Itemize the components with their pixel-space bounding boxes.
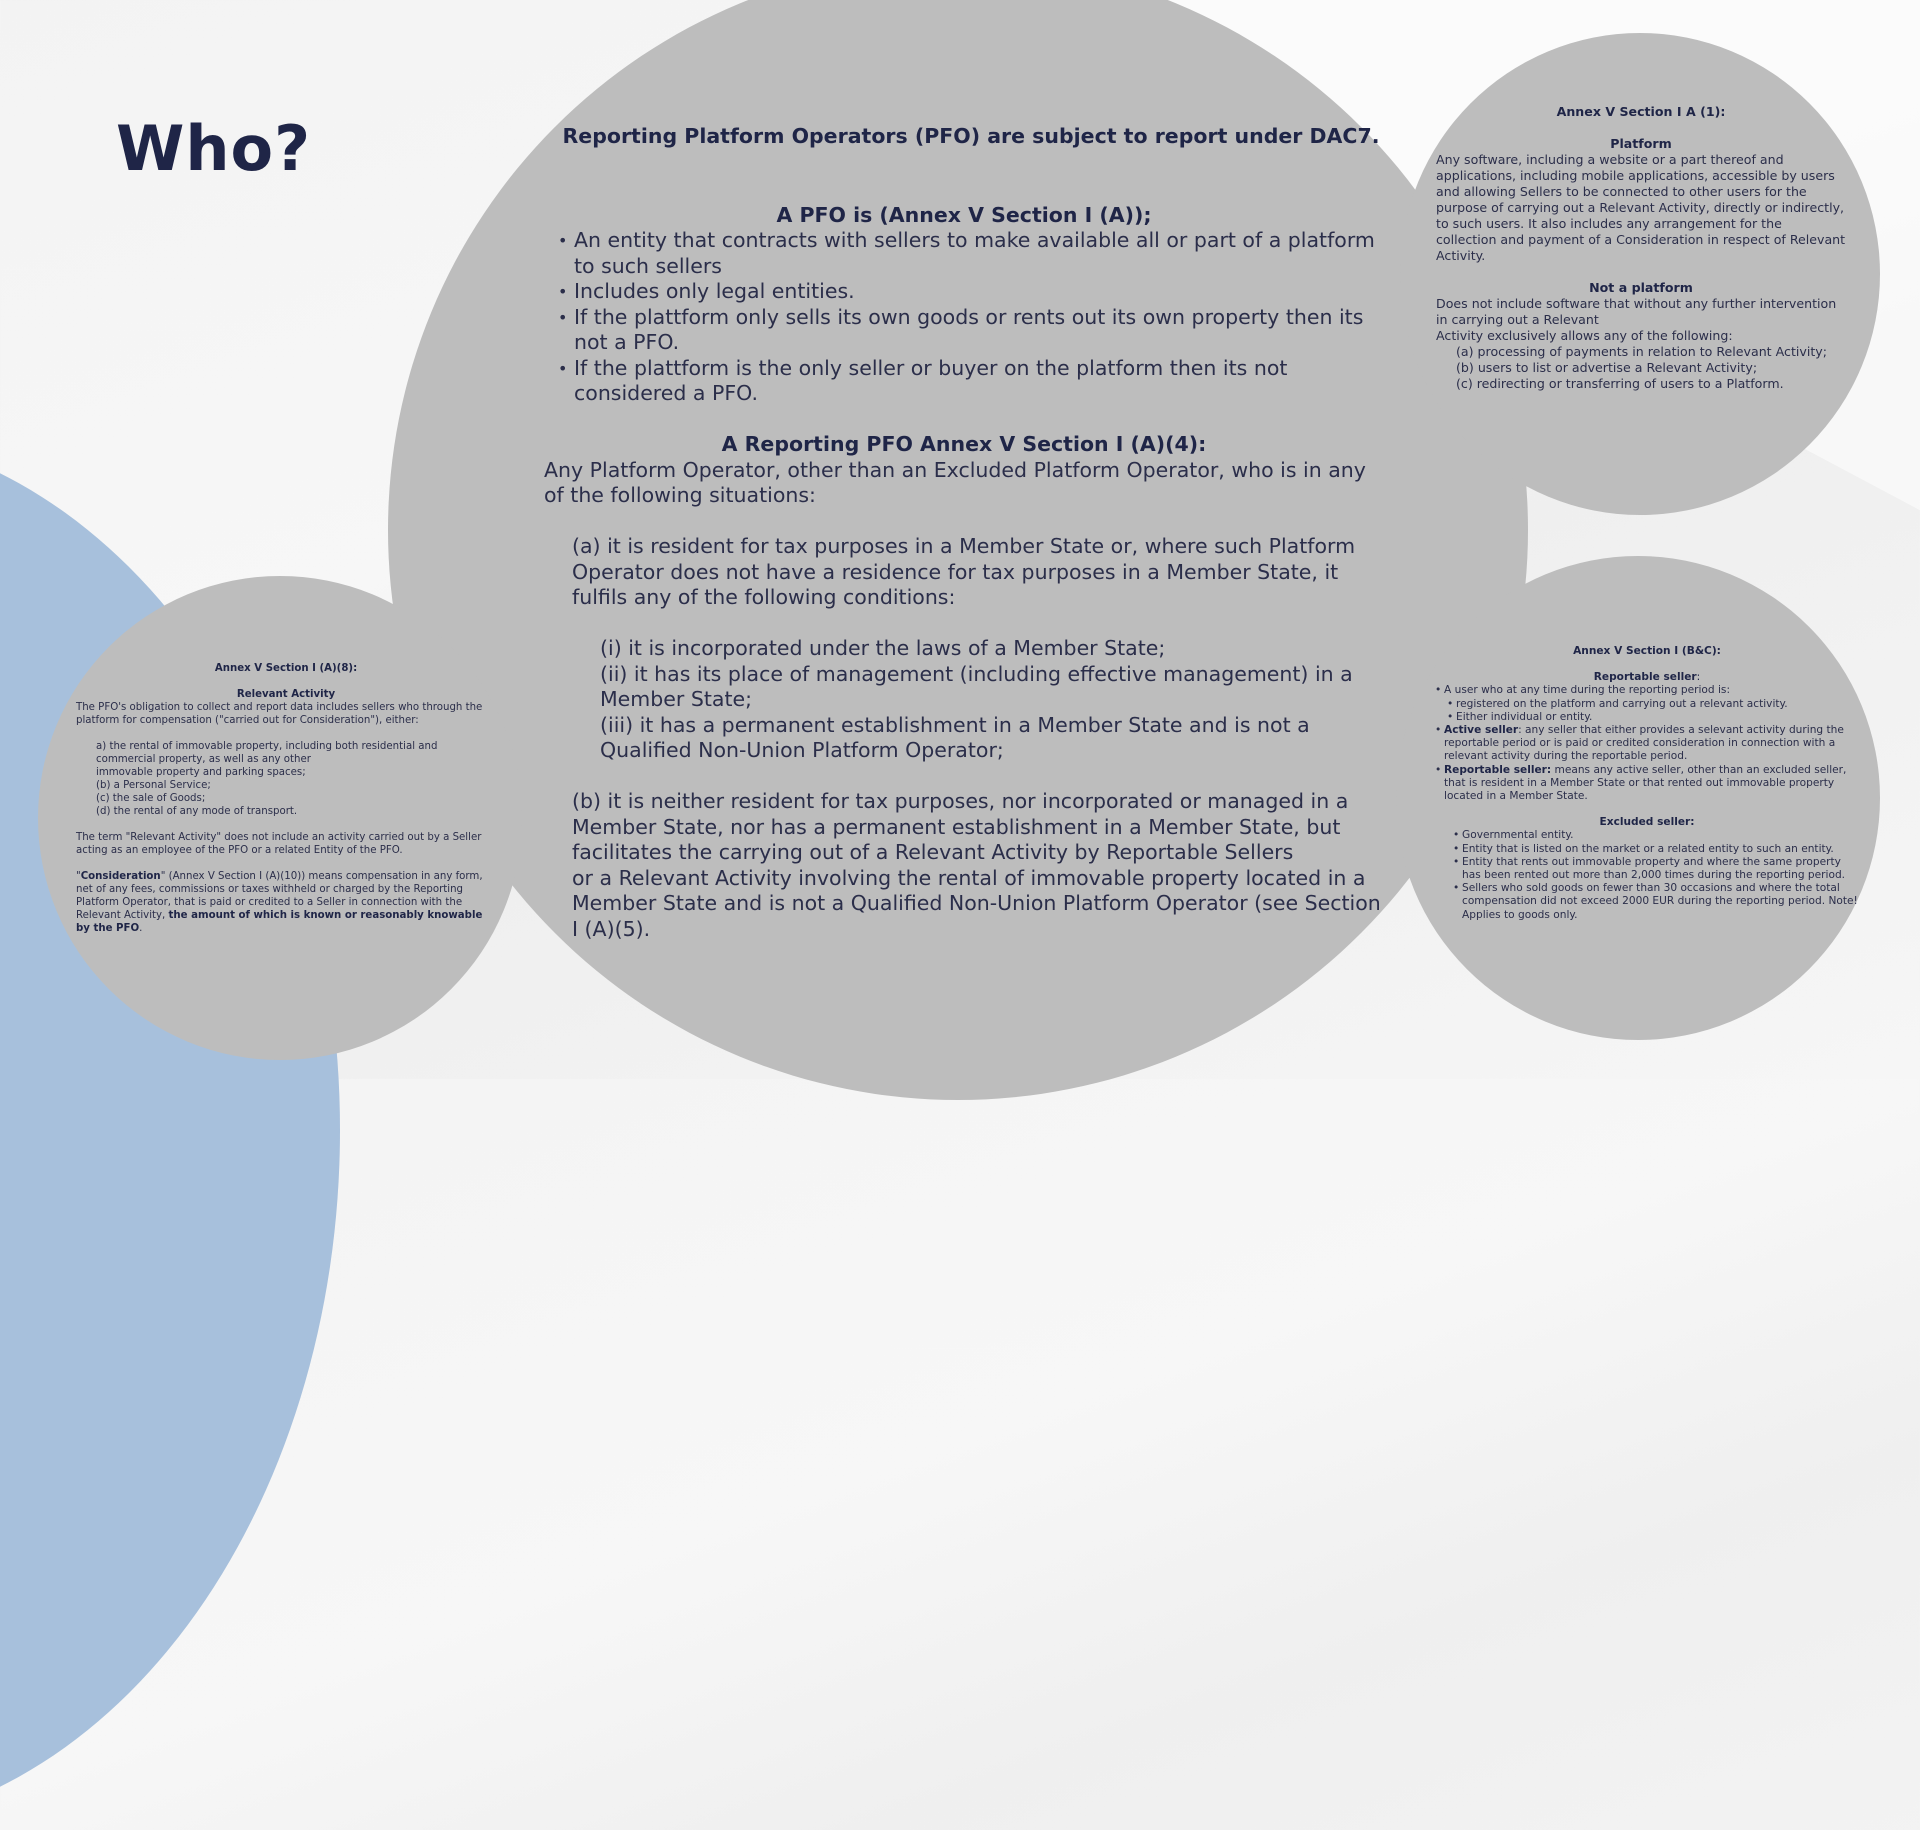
user-sub-list	[1444, 698, 1862, 724]
pfo-bullet: • If the plattform is the only seller or buyer on the platform then its not considered a PFO.	[574, 356, 1384, 407]
seller-bullet	[1444, 764, 1862, 804]
relevant-activity-item: (b) a Personal Service;	[96, 780, 211, 791]
slide-title: Who?	[116, 112, 312, 185]
seller-bullet	[1444, 724, 1862, 764]
excluded-seller-item: • Governmental entity.	[1462, 829, 1862, 842]
relevant-activity-item: (d) the rental of any mode of transport.	[96, 806, 298, 817]
user-sub-bullet: • Either individual or entity.	[1456, 711, 1862, 724]
quote-mark: "	[76, 871, 81, 882]
platform-definition-content	[1436, 104, 1846, 392]
pfo-definition-heading: A PFO is (Annex V Section I (A));	[776, 202, 1152, 227]
reporting-pfo-heading: A Reporting PFO Annex V Section I (A)(4):	[721, 432, 1207, 456]
main-circle-content	[544, 124, 1384, 942]
not-platform-item: (b) users to list or advertise a Relevant Activity;	[1456, 360, 1758, 375]
platform-section-heading: Annex V Section I A (1):	[1556, 104, 1726, 119]
main-lead-heading: Reporting Platform Operators (PFO) are subject to report under DAC7.	[562, 124, 1380, 148]
condition-a-item: (ii) it has its place of management (including effective management) in a Member State;	[600, 661, 1353, 711]
pfo-bullet: • If the plattform only sells its own goods or rents out its own property then its not a PFO.	[574, 305, 1384, 356]
condition-b: (b) it is neither resident for tax purposes, nor incorporated or managed in a Member State, nor has a permanent establishment in a Member State, but facilitates the carrying out of a Relevant Activity by Reportable Sellers	[572, 789, 1349, 864]
condition-a: (a) it is resident for tax purposes in a Member State or, where such Platform Operator does not have a residence for tax purposes in a Member State, it fulfils any of the following conditions:	[572, 534, 1356, 609]
reportable-seller-heading-text: Reportable seller	[1593, 671, 1697, 684]
not-platform-heading: Not a platform	[1589, 280, 1693, 295]
relevant-activity-item: a) the rental of immovable property, including both residential and commercial property, as well as any other	[96, 741, 438, 765]
excluded-seller-item: • Entity that is listed on the market or a related entity to such an entity.	[1462, 843, 1862, 856]
seller-section-heading: Annex V Section I (B&C):	[1573, 645, 1721, 657]
not-platform-text: Does not include software that without any further intervention in carrying out a Relevant	[1436, 296, 1837, 327]
not-platform-text: Activity exclusively allows any of the following:	[1436, 328, 1733, 343]
active-seller-text: : any seller that either provides a selevant activity during the reportable period or is paid or credited consideration in connection with a relevant activity during the reportable period.	[1444, 724, 1844, 763]
reportable-seller-label: Reportable seller:	[1444, 763, 1552, 776]
platform-heading: Platform	[1610, 136, 1672, 151]
relevant-activity-intro: The PFO's obligation to collect and report data includes sellers who through the platform for compensation ("carried out for Consideration"), either:	[76, 702, 483, 726]
consideration-label: Consideration	[80, 871, 161, 882]
platform-text: Any software, including a website or a part thereof and applications, including mobile applications, accessible by users and allowing Sellers to be connected to other users for the purpose of carrying out a Relevant Activity, directly or indirectly, to such users. It also includes any arrangement for the collection and payment of a Consideration in respect of Relevant Activity.	[1436, 152, 1846, 263]
reportable-seller-content	[1432, 645, 1862, 922]
relevant-activity-exclusion: The term "Relevant Activity" does not include an activity carried out by a Seller acting as an employee of the PFO or a related Entity of the PFO.	[76, 832, 482, 856]
active-seller-label: Active seller	[1444, 724, 1519, 737]
relevant-activity-heading: Relevant Activity	[236, 689, 336, 700]
consideration-text: " (Annex V Section I (A)(10)) means compensation in any form, net of any fees, commissions or taxes withheld or charged by the Reporting Platform Operator, that is paid or credited to a Seller in connection with the Relevant Activity,	[76, 871, 483, 921]
consideration-definition	[76, 870, 496, 935]
heading-suffix: :	[1696, 671, 1701, 684]
pfo-bullet: • An entity that contracts with sellers to make available all or part of a platform to such sellers	[574, 228, 1384, 279]
reporting-pfo-intro: Any Platform Operator, other than an Excluded Platform Operator, who is in any of the following situations:	[544, 457, 1366, 507]
condition-b-continued: or a Relevant Activity involving the rental of immovable property located in a Member State and is not a Qualified Non-Union Platform Operator (see Section I (A)(5).	[572, 865, 1381, 941]
relevant-activity-item: immovable property and parking spaces;	[96, 767, 306, 778]
excluded-seller-item: • Entity that rents out immovable property and where the same property has been rented out more than 2,000 times during the reporting period.	[1462, 856, 1862, 882]
excluded-seller-item: • Sellers who sold goods on fewer than 30 occasions and where the total compensation did not exceed 2000 EUR during the reporting period. Note! Applies to goods only.	[1462, 882, 1862, 922]
pfo-definition-list	[544, 228, 1384, 407]
excluded-seller-heading: Excluded seller:	[1599, 816, 1695, 829]
seller-definition-list	[1432, 684, 1862, 803]
consideration-end: .	[139, 923, 143, 934]
relevant-activity-item: (c) the sale of Goods;	[96, 793, 206, 804]
relevant-activity-content	[76, 662, 496, 935]
condition-a-item: (iii) it has a permanent establishment in a Member State and is not a Qualified Non-Union Platform Operator;	[600, 712, 1310, 762]
pfo-bullet: • Includes only legal entities.	[574, 279, 1384, 305]
condition-a-item: (i) it is incorporated under the laws of a Member State;	[600, 636, 1166, 660]
reportable-seller-heading	[1432, 671, 1862, 684]
not-platform-item: (a) processing of payments in relation to Relevant Activity;	[1456, 344, 1827, 359]
user-sub-bullet: • registered on the platform and carrying out a relevant activity.	[1456, 698, 1862, 711]
activity-section-heading: Annex V Section I (A)(8):	[214, 663, 358, 674]
consideration-emphasis: the amount of which is known or reasonably knowable by the PFO	[76, 910, 483, 934]
seller-bullet	[1444, 684, 1862, 724]
excluded-seller-list	[1432, 829, 1862, 921]
not-platform-item: (c) redirecting or transferring of users to a Platform.	[1456, 376, 1784, 391]
reportable-seller-text: means any active seller, other than an excluded seller, that is resident in a Member State or that rented out immovable property located in a Member State.	[1444, 763, 1847, 803]
user-definition: A user who at any time during the reporting period is:	[1444, 684, 1731, 697]
